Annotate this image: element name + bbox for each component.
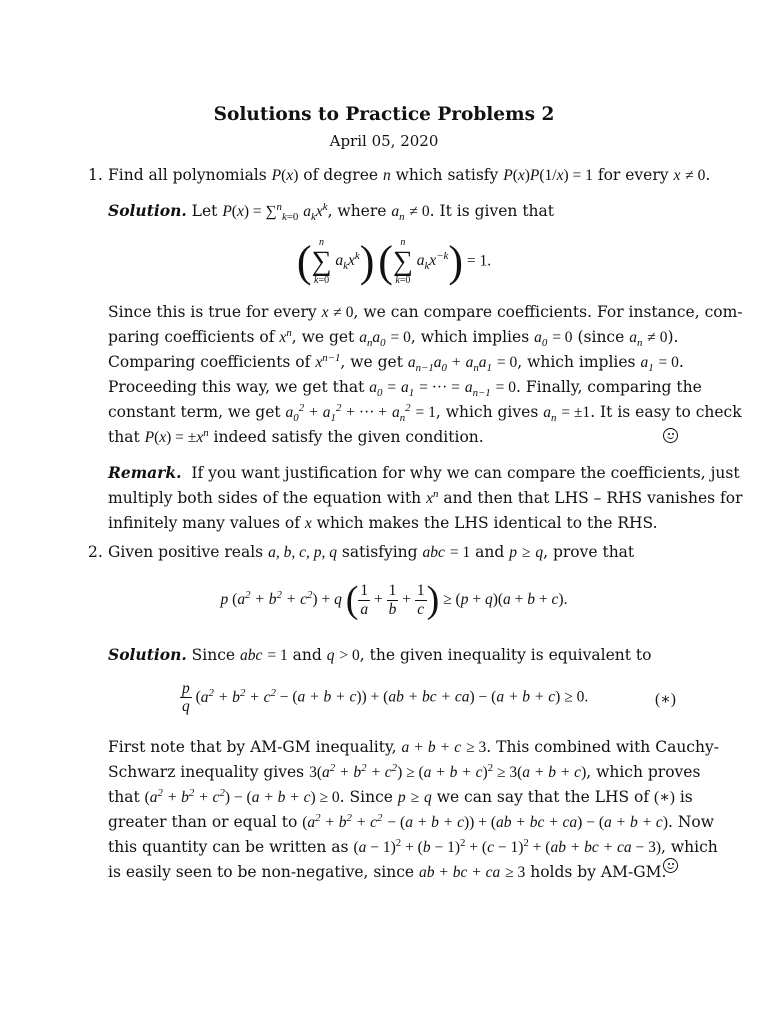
text-line: Comparing coefficients of $x^{n-1}$, we get $a_{n-1}a_0 + a_na_1 = 0$, which implies $a_1 = 0$. bbox=[108, 351, 684, 375]
text-line: Remark. If you want justification for why we can compare the coefficients, just bbox=[108, 463, 740, 482]
problem-2-solution-intro: Solution. Since abc = 1 and q > 0, the given inequality is equivalent to bbox=[108, 645, 652, 664]
remark-label: Remark. bbox=[108, 463, 182, 482]
text-line: that $(a^2 + b^2 + c^2) - (a + b + c) \ge 0$. Since p ≥ q we can say that the LHS of (∗) is bbox=[108, 786, 693, 806]
text-line: Since this is true for every x ≠ 0, we can compare coefficients. For instance, com- bbox=[108, 303, 743, 321]
solution-label: Solution. bbox=[108, 645, 187, 664]
text-line: constant term, we get $a_0^2 + a_1^2$ + ··· + $a_n^2 = 1$, which gives $a_n = \pm 1$. It is easy to check bbox=[108, 401, 742, 425]
problem-2-equivalent-equation: $\frac{p}{q}$ $(a^2 + b^2 + c^2 - (a + b + c)) + (ab$ + bc + ca) − (a + b + c) ≥ 0. bbox=[182, 680, 589, 716]
problem-2-statement: Given positive reals a, b, c, p, q satisfying abc = 1 and p ≥ q, prove that bbox=[108, 543, 635, 561]
text-line: greater than or equal to $(a^2 + b^2 + c^2 - (a + b + c)) + (ab$ + bc + ca) − (a + b + c). Now bbox=[108, 811, 714, 831]
text-line: this quantity can be written as $(a - 1)^2 + (b - 1)^2 + (c - 1)^2 + (ab$ + bc + ca − 3), which bbox=[108, 836, 718, 856]
text-line: is easily seen to be non-negative, since ab + bc + ca ≥ 3 holds by AM-GM. bbox=[108, 863, 667, 881]
solution-label: Solution. bbox=[108, 201, 187, 220]
problem-1-solution-body bbox=[108, 300, 743, 450]
text-line: infinitely many values of x which makes the LHS identical to the RHS. bbox=[108, 514, 658, 532]
text-line: multiply both sides of the equation with $x^n$ and then that LHS – RHS vanishes for bbox=[108, 487, 743, 507]
page-title: Solutions to Practice Problems 2 bbox=[213, 104, 555, 125]
problem-2-display-equation: p $(a^2 + b^2 + c^2) + q$ ( $\frac{1}{a}$ + $\frac{1}{b}$ + $\frac{1}{c}$ ) ≥ (p + q)(a + b + c). bbox=[220, 579, 568, 621]
equation-tag: (∗) bbox=[655, 691, 676, 708]
text-line: that $P(x) = \pm x^n$ indeed satisfy the given condition. bbox=[108, 426, 484, 446]
problem-2-solution-body bbox=[108, 735, 719, 885]
text-line: Schwarz inequality gives $3(a^2 + b^2 + c^2) \ge (a + b + c)^2 \ge 3(a + b + c)$, which proves bbox=[108, 761, 701, 781]
text-line: First note that by AM-GM inequality, a + b + c ≥ 3. This combined with Cauchy- bbox=[108, 738, 719, 756]
problem-1-statement: Find all polynomials P(x) of degree n which satisfy P(x)P(1/x) = 1 for every x ≠ 0. bbox=[108, 166, 711, 184]
text-line: Proceeding this way, we get that $a_0 = a_1$ = ··· = $a_{n-1} = 0$. Finally, comparing the bbox=[108, 378, 702, 400]
page-date: April 05, 2020 bbox=[329, 132, 439, 150]
problem-2-number: 2. bbox=[88, 543, 103, 561]
problem-1-solution-intro: Solution. Let P(x) = ∑$^n_{k=0}$ $a_kx^k$, where $a_n \ne 0$. It is given that bbox=[108, 200, 554, 224]
problem-1-remark bbox=[108, 460, 743, 536]
problem-1-display-equation: ( n ∑ k=0 $a_kx^k$) ( n ∑ k=0 $a_kx^{-k}) = 1$. bbox=[296, 236, 492, 286]
text-line: paring coefficients of $x^n$, we get $a_na_0 = 0$, which implies $a_0 = 0$ (since $a_n \ne 0$). bbox=[108, 326, 679, 350]
problem-1-number: 1. bbox=[88, 166, 103, 184]
smiley-icon bbox=[663, 858, 678, 873]
smiley-icon bbox=[663, 428, 678, 443]
